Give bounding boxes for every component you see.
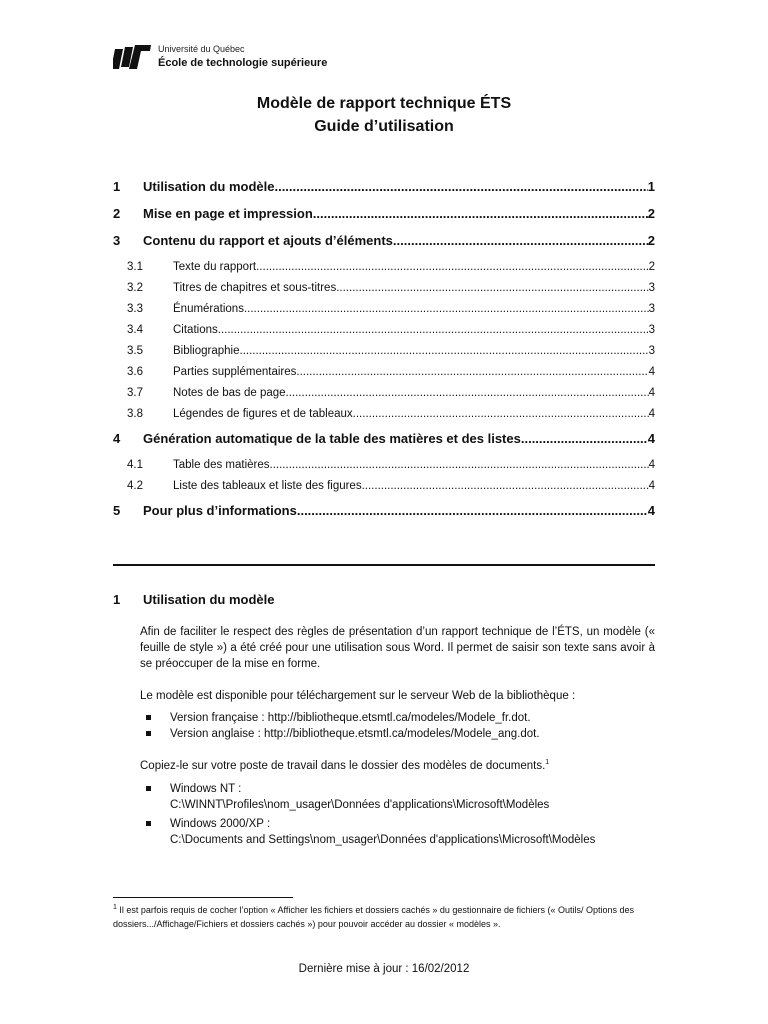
toc-number: 3.6: [127, 366, 143, 378]
toc-leader: [353, 406, 649, 422]
toc-entry[interactable]: [113, 385, 655, 406]
bullet-icon: [146, 715, 151, 720]
path-os: Windows NT :: [170, 783, 242, 795]
download-link-fr[interactable]: Version française : http://bibliotheque.etsmtl.ca/modeles/Modele_fr.dot.: [170, 712, 531, 724]
toc-leader: [313, 205, 648, 223]
toc-leader: [256, 259, 648, 275]
toc-label: Génération automatique de la table des matières et des listes: [143, 431, 521, 446]
toc-label: Titres de chapitres et sous-titres: [173, 282, 337, 294]
toc-number: 3.8: [127, 408, 143, 420]
toc-entry[interactable]: [113, 364, 655, 385]
document-subtitle: Guide d’utilisation: [314, 118, 454, 135]
document-title: Modèle de rapport technique ÉTS: [256, 95, 512, 112]
toc-leader: [336, 280, 648, 296]
path-value: C:\WINNT\Profiles\nom_usager\Données d'applications\Microsoft\Modèles: [170, 799, 550, 811]
footnote-reference[interactable]: 1: [545, 759, 550, 767]
list-item: [146, 816, 656, 848]
toc-page-number: 4: [648, 366, 655, 378]
bullet-icon: [146, 821, 151, 826]
intro-paragraph: Afin de faciliter le respect des règles de présentation d’un rapport technique de l’ÉTS, un modèle (« feuille de style ») a été créé pour une utilisation sous Word. Il permet de saisir son texte sans avoir à se préoccuper de la mise en forme.: [140, 626, 655, 670]
toc-leader: [362, 478, 649, 494]
toc-page-number: 4: [647, 503, 655, 518]
toc-entry[interactable]: [113, 457, 655, 478]
bullet-icon: [146, 731, 151, 736]
toc-leader: [297, 502, 648, 520]
list-item: [146, 781, 656, 813]
toc-label: Contenu du rapport et ajouts d’éléments: [143, 233, 393, 248]
toc-page-number: 4: [648, 480, 655, 492]
toc-number: 3.2: [127, 282, 143, 294]
toc-page-number: 1: [647, 179, 655, 194]
footnote-mark: 1: [113, 904, 117, 911]
toc-number: 4.1: [127, 459, 143, 471]
toc-label: Légendes de figures et de tableaux: [173, 408, 353, 420]
toc-number: 1: [113, 179, 121, 194]
toc-label: Parties supplémentaires: [173, 366, 297, 378]
toc-number: 3: [113, 233, 121, 248]
toc-number: 3.3: [127, 303, 143, 315]
path-os: Windows 2000/XP :: [170, 818, 271, 830]
toc-page-number: 4: [648, 459, 655, 471]
list-item: [146, 726, 656, 742]
table-of-contents: [113, 178, 655, 529]
ets-logo-icon: [113, 45, 151, 71]
toc-number: 3.1: [127, 261, 143, 273]
toc-entry[interactable]: [113, 478, 655, 502]
toc-page-number: 4: [648, 387, 655, 399]
toc-number: 4: [113, 431, 121, 446]
toc-leader: [286, 385, 649, 401]
copy-text: Copiez-le sur votre poste de travail dans le dossier des modèles de documents.: [140, 760, 546, 772]
toc-page-number: 4: [648, 408, 655, 420]
toc-leader: [240, 343, 649, 359]
toc-label: Bibliographie: [173, 345, 240, 357]
section-title: Utilisation du modèle: [143, 592, 275, 607]
toc-label: Mise en page et impression: [143, 206, 313, 221]
copy-paragraph: [140, 758, 655, 774]
toc-page-number: 2: [647, 206, 655, 221]
section-number: 1: [113, 592, 121, 607]
toc-entry[interactable]: [113, 205, 655, 232]
toc-page-number: 3: [648, 324, 655, 336]
toc-entry[interactable]: [113, 259, 655, 280]
toc-number: 3.7: [127, 387, 143, 399]
footnote-divider: [113, 897, 293, 898]
last-updated: Dernière mise à jour : 16/02/2012: [298, 963, 470, 975]
toc-label: Citations: [173, 324, 218, 336]
toc-number: 2: [113, 206, 121, 221]
download-list: [146, 710, 656, 742]
toc-entry[interactable]: [113, 343, 655, 364]
toc-number: 5: [113, 503, 121, 518]
download-link-en[interactable]: Version anglaise : http://bibliotheque.etsmtl.ca/modeles/Modele_ang.dot.: [170, 728, 540, 740]
toc-number: 3.5: [127, 345, 143, 357]
bullet-icon: [146, 786, 151, 791]
toc-label: Table des matières: [173, 459, 270, 471]
toc-entry[interactable]: [113, 502, 655, 529]
toc-page-number: 3: [648, 303, 655, 315]
toc-label: Énumérations: [173, 303, 244, 315]
footnote: [113, 903, 658, 931]
toc-leader: [296, 364, 648, 380]
section-heading: [113, 592, 274, 607]
toc-label: Utilisation du modèle: [143, 179, 275, 194]
toc-entry[interactable]: [113, 178, 655, 205]
toc-leader: [270, 457, 649, 473]
institution-name: École de technologie supérieure: [158, 57, 328, 69]
toc-leader: [393, 232, 648, 250]
toc-entry[interactable]: [113, 430, 655, 457]
section-divider: [113, 564, 655, 566]
path-value: C:\Documents and Settings\nom_usager\Données d'applications\Microsoft\Modèles: [170, 834, 596, 846]
list-item: [146, 710, 656, 726]
toc-number: 3.4: [127, 324, 143, 336]
toc-entry[interactable]: [113, 322, 655, 343]
toc-label: Notes de bas de page: [173, 387, 286, 399]
toc-entry[interactable]: [113, 232, 655, 259]
download-paragraph: Le modèle est disponible pour téléchargement sur le serveur Web de la bibliothèque :: [140, 690, 576, 702]
toc-page-number: 4: [647, 431, 655, 446]
toc-leader: [521, 430, 648, 448]
institution-network: Université du Québec: [158, 44, 245, 54]
toc-page-number: 2: [647, 233, 655, 248]
toc-entry[interactable]: [113, 406, 655, 430]
footnote-text: Il est parfois requis de cocher l’option « Afficher les fichiers et dossiers cachés » du gestionnaire de fichiers (« Outils/ Options des dossiers.../Affichage/Fichiers et dossiers cachés ») pour pouvoir accéder au dossier « modèles ».: [113, 905, 635, 929]
toc-label: Pour plus d’informations: [143, 503, 297, 518]
toc-leader: [274, 178, 647, 196]
toc-page-number: 2: [648, 261, 655, 273]
path-list: [146, 781, 656, 851]
toc-entry[interactable]: [113, 280, 655, 301]
toc-label: Texte du rapport: [173, 261, 257, 273]
toc-leader: [218, 322, 649, 338]
toc-entry[interactable]: [113, 301, 655, 322]
toc-label: Liste des tableaux et liste des figures: [173, 480, 362, 492]
toc-page-number: 3: [648, 282, 655, 294]
toc-number: 4.2: [127, 480, 143, 492]
toc-page-number: 3: [648, 345, 655, 357]
toc-leader: [244, 301, 649, 317]
